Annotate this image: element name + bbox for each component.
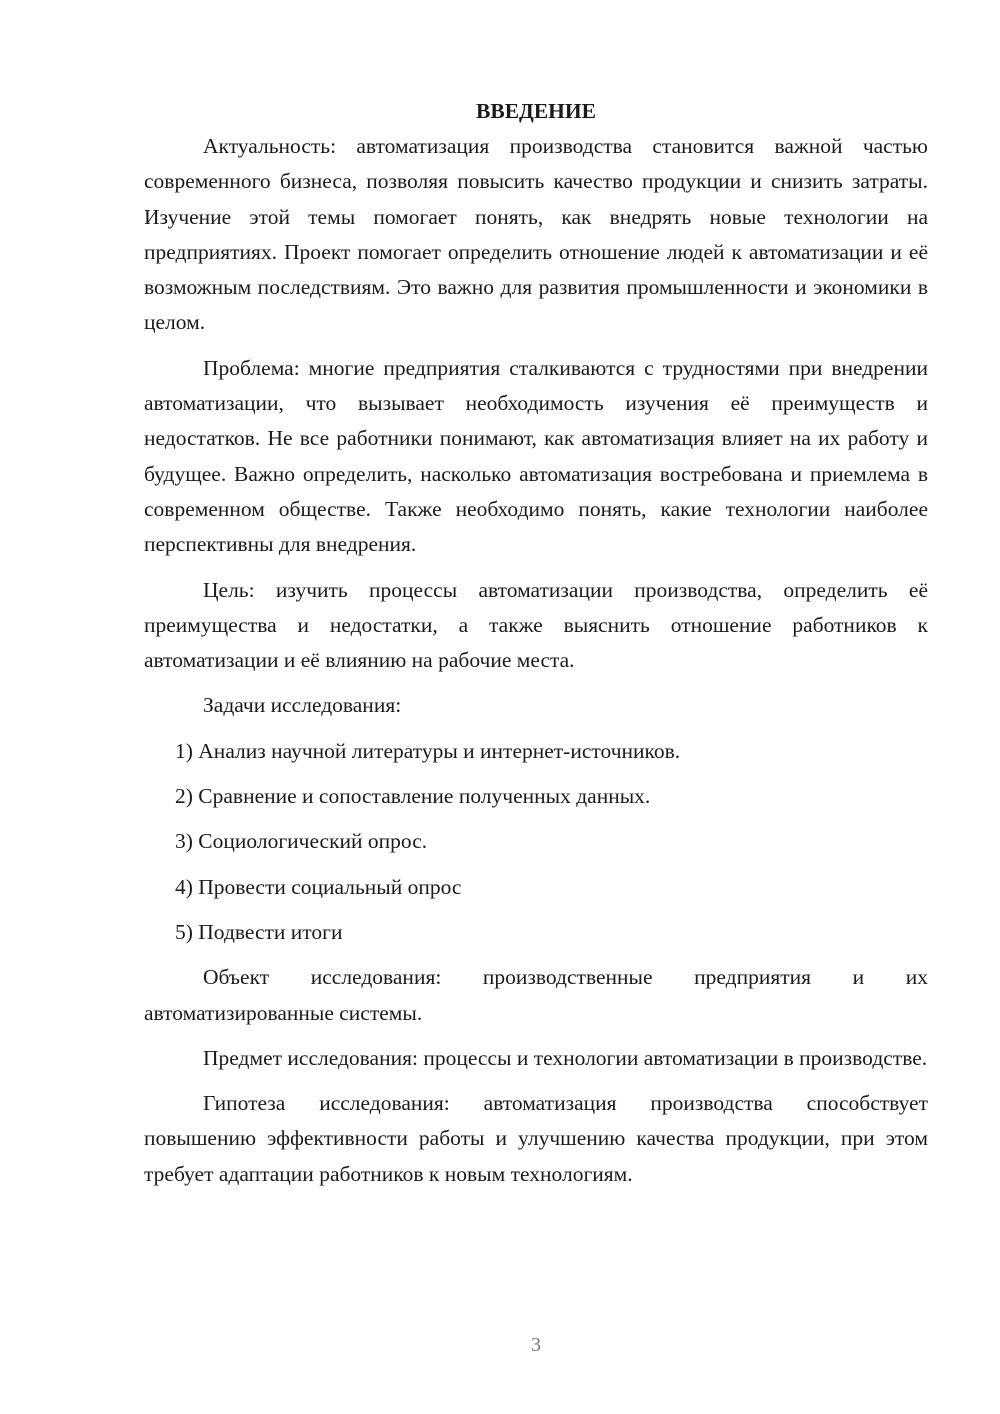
page-title: ВВЕДЕНИЕ [476, 99, 596, 123]
paragraph-hypothesis: Гипотеза исследования: автоматизация производства способствует повышению эффективности работы и улучшению качества продукции, при этом требует адаптации работников к новым технологиям. [144, 1091, 928, 1186]
task-item-3: 3) Социологический опрос. [175, 829, 428, 854]
paragraph-subject: Предмет исследования: процессы и технологии автоматизации в производстве. [203, 1045, 928, 1070]
task-item-2: 2) Сравнение и сопоставление полученных данных. [175, 784, 651, 809]
task-item-1: 1) Анализ научной литературы и интернет-источников. [175, 738, 681, 763]
tasks-heading: Задачи исследования: [203, 693, 402, 718]
paragraph-object: Объект исследования: производственные предприятия и их автоматизированные системы. [144, 965, 928, 1025]
paragraph-goal: Цель: изучить процессы автоматизации производства, определить её преимущества и недостатки, а также выяснить отношение работников к автоматизации и её влиянию на рабочие места. [144, 577, 928, 673]
task-item-5: 5) Подвести итоги [175, 919, 343, 944]
tasks-list [144, 734, 928, 950]
task-item-4: 4) Провести социальный опрос [175, 874, 462, 899]
paragraph-problem: Проблема: многие предприятия сталкиваются с трудностями при внедрении автоматизации, что вызывает необходимость изучения её преимуществ и недостатков. Не все работники понимают, как автоматизация влияет на их работу и будущее. Важно определить, насколько автоматизация востребована и приемлема в современном обществе. Также необходимо понять, какие технологии наиболее перспективны для внедрения. [144, 355, 928, 557]
paragraph-relevance: Актуальность: автоматизация производства становится важной частью современного бизнеса, позволяя повысить качество продукции и снизить затраты. Изучение этой темы помогает понять, как внедрять новые технологии на предприятиях. Проект помогает определить отношение людей к автоматизации и её возможным последствиям. Это важно для развития промышленности и экономики в целом. [144, 134, 928, 335]
page-body [144, 94, 928, 1192]
page-number: 3 [531, 1334, 541, 1356]
